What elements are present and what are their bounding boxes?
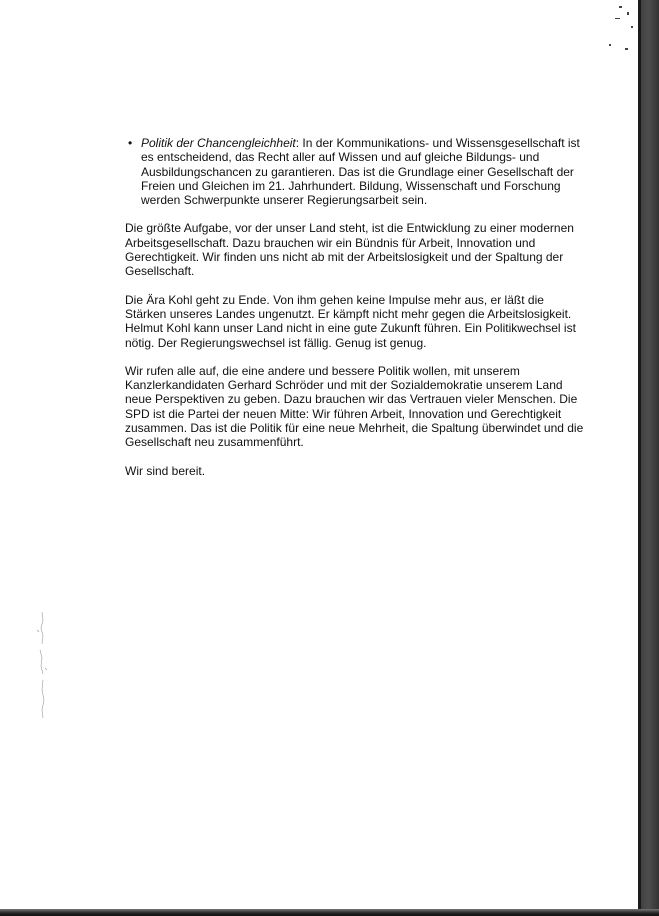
closing-line: Wir sind bereit. <box>125 463 206 478</box>
scan-noise <box>34 610 50 720</box>
bullet-title: Politik der Chancengleichheit <box>141 136 296 150</box>
bullet-item <box>125 136 585 207</box>
paragraph: Die größte Aufgabe, vor der unser Land steht, ist die Entwicklung zu einer modernen Arbeitsgesellschaft. Dazu brauchen wir ein Bündnis für Arbeit, Innovation und Gerechtigkeit. Wir finden uns nicht ab mit der Arbeitslosigkeit und der Spaltung der Gesellschaft. <box>125 221 574 279</box>
bullet-marker: • <box>128 136 133 150</box>
page-edge-line <box>638 0 641 916</box>
scan-border-bottom <box>0 909 659 916</box>
scan-specks <box>597 4 637 54</box>
bullet-text: : In der Kommunikations- und Wissensgesellschaft ist es entscheidend, das Recht aller auf Wissen und auf gleiche Bildungs- und Ausbildungschancen zu garantieren. Das ist die Grundlage einer Gesellschaft der Freien und Gleichen im 21. Jahrhundert. Bildung, Wissenschaft und Forschung werden Schwerpunkte unserer Regierungsarbeit sein. <box>141 136 580 208</box>
scan-border-right <box>641 0 659 916</box>
paragraph: Die Ära Kohl geht zu Ende. Von ihm gehen keine Impulse mehr aus, er läßt die Stärken unseres Landes ungenutzt. Er kämpft nicht mehr gegen die Arbeitslosigkeit. Helmut Kohl kann unser Land nicht in eine gute Zukunft führen. Ein Politikwechsel ist nötig. Der Regierungswechsel ist fällig. Genug ist genug. <box>125 292 576 350</box>
document-body <box>125 136 585 492</box>
paragraph: Wir rufen alle auf, die eine andere und bessere Politik wollen, mit unserem Kanzlerkandidaten Gerhard Schröder und mit der Sozialdemokratie unserem Land neue Perspektiven zu geben. Dazu brauchen wir das Vertrauen vieler Menschen. Die SPD ist die Partei der neuen Mitte: Wir führen Arbeit, Innovation und Gerechtigkeit zusammen. Das ist die Politik für eine neue Mehrheit, die Spaltung überwindet und die Gesellschaft neu zusammenführt. <box>125 363 584 450</box>
